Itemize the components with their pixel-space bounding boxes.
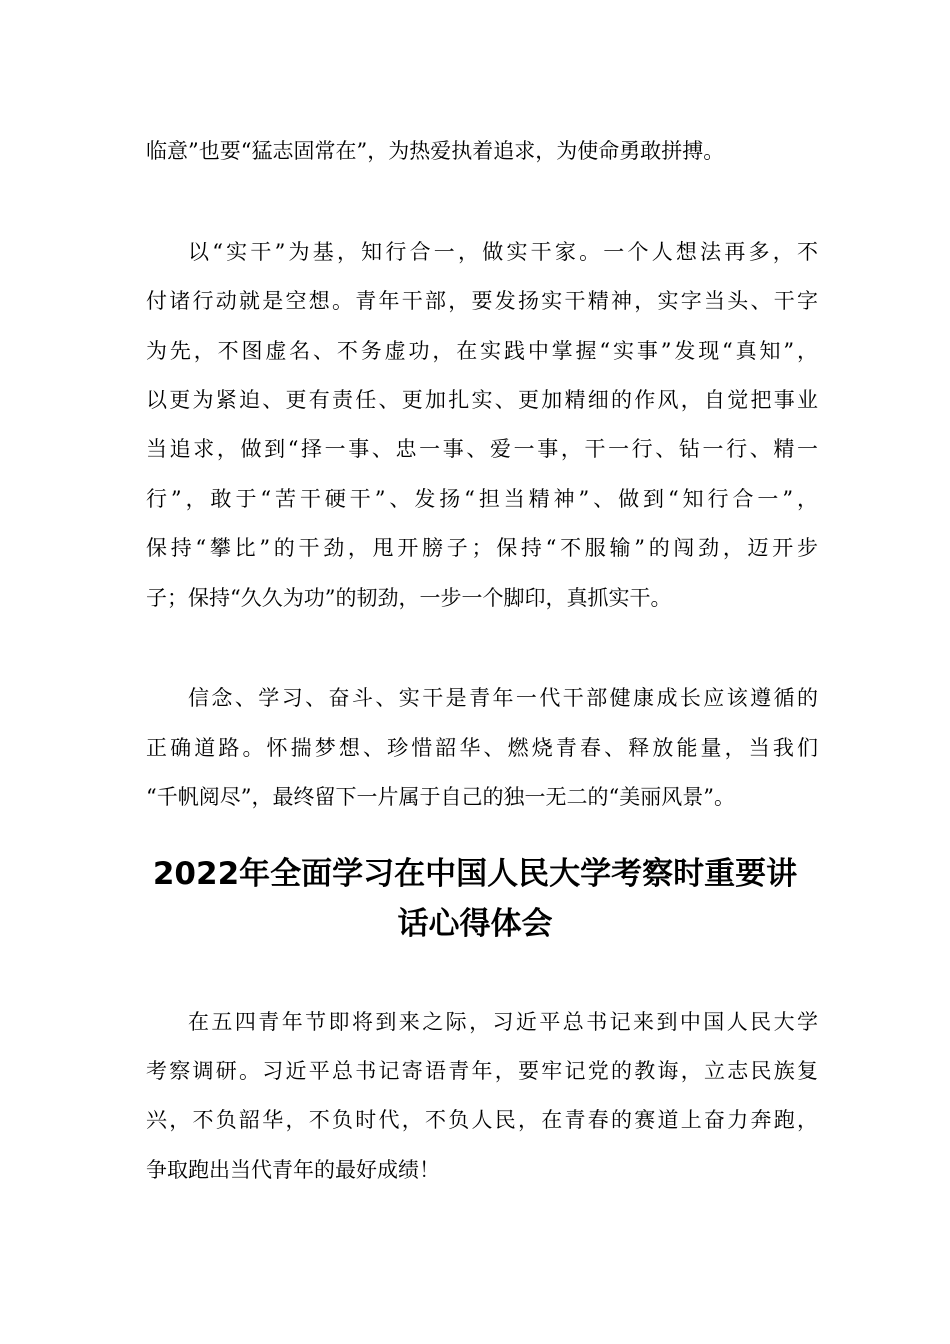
text-line: 保持“攀比”的干劲，甩开膀子；保持“不服输”的闯劲，迈开步	[146, 536, 818, 560]
text-line: 以“实干”为基，知行合一，做实干家。一个人想法再多，不	[188, 240, 818, 264]
title-line: 话心得体会	[397, 906, 553, 942]
text-line: 在五四青年节即将到来之际，习近平总书记来到中国人民大学	[188, 1010, 818, 1034]
title-line: 2022年全面学习在中国人民大学考察时重要讲	[152, 856, 798, 892]
text-line: 考察调研。习近平总书记寄语青年，要牢记党的教诲，立志民族复	[146, 1059, 818, 1083]
text-line: 当追求，做到“择一事、忠一事、爱一事，干一行、钻一行、精一	[146, 437, 818, 461]
text-line: 为先，不图虚名、不务虚功，在实践中掌握“实事”发现“真知”，	[146, 339, 818, 363]
text-line: 兴，不负韶华，不负时代，不负人民，在青春的赛道上奋力奔跑，	[146, 1108, 818, 1132]
text-line: 正确道路。怀揣梦想、珍惜韶华、燃烧青春、释放能量，当我们	[146, 736, 818, 760]
text-line: 争取跑出当代青年的最好成绩！	[146, 1158, 440, 1182]
text-line: 临意”也要“猛志固常在”，为热爱执着追求，为使命勇敢拼搏。	[146, 139, 725, 163]
text-line: 以更为紧迫、更有责任、更加扎实、更加精细的作风，自觉把事业	[146, 388, 818, 412]
text-line: “千帆阅尽”，最终留下一片属于自己的独一无二的“美丽风景”。	[146, 785, 735, 809]
text-line: 行”，敢于“苦干硬干”、发扬“担当精神”、做到“知行合一”，	[146, 487, 818, 511]
text-line: 付诸行动就是空想。青年干部，要发扬实干精神，实字当头、干字	[146, 289, 818, 313]
text-line: 信念、学习、奋斗、实干是青年一代干部健康成长应该遵循的	[188, 686, 818, 710]
text-line: 子；保持“久久为功”的韧劲，一步一个脚印，真抓实干。	[146, 586, 672, 610]
